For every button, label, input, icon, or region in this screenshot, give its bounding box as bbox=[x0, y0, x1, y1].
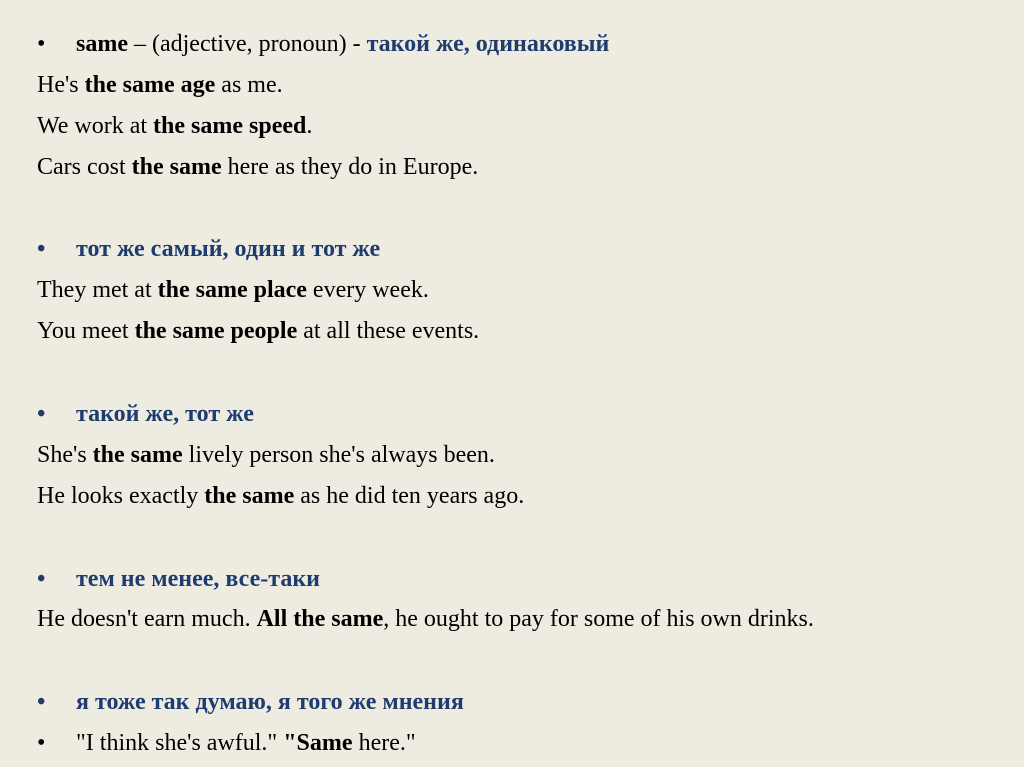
example-text: as me. bbox=[215, 72, 283, 98]
bullet-icon: • bbox=[37, 401, 46, 427]
example-text: . bbox=[306, 113, 313, 139]
example-sentence bbox=[37, 316, 479, 346]
example-highlight: All the same bbox=[256, 606, 384, 632]
bullet-icon: • bbox=[37, 689, 46, 715]
heading-translation: тем не менее, все-таки bbox=[76, 566, 320, 592]
example-highlight: the same people bbox=[134, 318, 298, 344]
example-highlight: the same bbox=[131, 154, 222, 180]
example-text: He's bbox=[37, 72, 85, 98]
example-sentence bbox=[37, 481, 524, 511]
heading-translation: такой же, тот же bbox=[76, 401, 254, 427]
bullet-icon: • bbox=[37, 236, 46, 262]
heading-translation: такой же, одинаковый bbox=[366, 31, 610, 57]
example-sentence bbox=[37, 111, 312, 141]
section-2-heading bbox=[37, 234, 380, 264]
example-text: They met at bbox=[37, 277, 158, 303]
example-text: at all these events. bbox=[297, 318, 480, 344]
section-5-heading bbox=[37, 687, 464, 717]
example-sentence bbox=[37, 70, 283, 100]
example-sentence bbox=[37, 275, 429, 305]
example-sentence bbox=[37, 152, 478, 182]
heading-translation: я тоже так думаю, я того же мнения bbox=[76, 689, 464, 715]
example-text: You meet bbox=[37, 318, 135, 344]
example-text: We work at bbox=[37, 113, 154, 139]
example-highlight: the same age bbox=[84, 72, 216, 98]
bullet-icon: • bbox=[37, 31, 46, 57]
example-sentence bbox=[37, 440, 495, 470]
example-text: "I think she's awful." bbox=[76, 730, 284, 756]
example-highlight: the same bbox=[92, 442, 183, 468]
example-text: She's bbox=[37, 442, 93, 468]
example-text: here." bbox=[352, 730, 416, 756]
example-highlight: "Same bbox=[283, 730, 353, 756]
section-4-heading bbox=[37, 564, 320, 594]
example-text: He doesn't earn much. bbox=[37, 606, 257, 632]
heading-translation: тот же самый, один и тот же bbox=[76, 236, 381, 262]
section-1-heading bbox=[37, 29, 609, 59]
section-3-heading bbox=[37, 399, 254, 429]
bullet-icon: • bbox=[37, 730, 46, 756]
bullet-icon: • bbox=[37, 566, 46, 592]
example-text: as he did ten years ago. bbox=[294, 483, 525, 509]
example-text: here as they do in Europe. bbox=[221, 154, 479, 180]
example-highlight: the same place bbox=[157, 277, 307, 303]
example-text: lively person she's always been. bbox=[182, 442, 495, 468]
heading-word: same bbox=[76, 31, 128, 57]
example-sentence bbox=[37, 728, 416, 758]
example-sentence bbox=[37, 604, 814, 634]
example-highlight: the same bbox=[204, 483, 295, 509]
heading-description: – (adjective, pronoun) - bbox=[127, 31, 367, 57]
example-highlight: the same speed bbox=[153, 113, 307, 139]
example-text: Cars cost bbox=[37, 154, 132, 180]
example-text: every week. bbox=[306, 277, 429, 303]
example-text: , he ought to pay for some of his own drinks. bbox=[383, 606, 814, 632]
example-text: He looks exactly bbox=[37, 483, 205, 509]
